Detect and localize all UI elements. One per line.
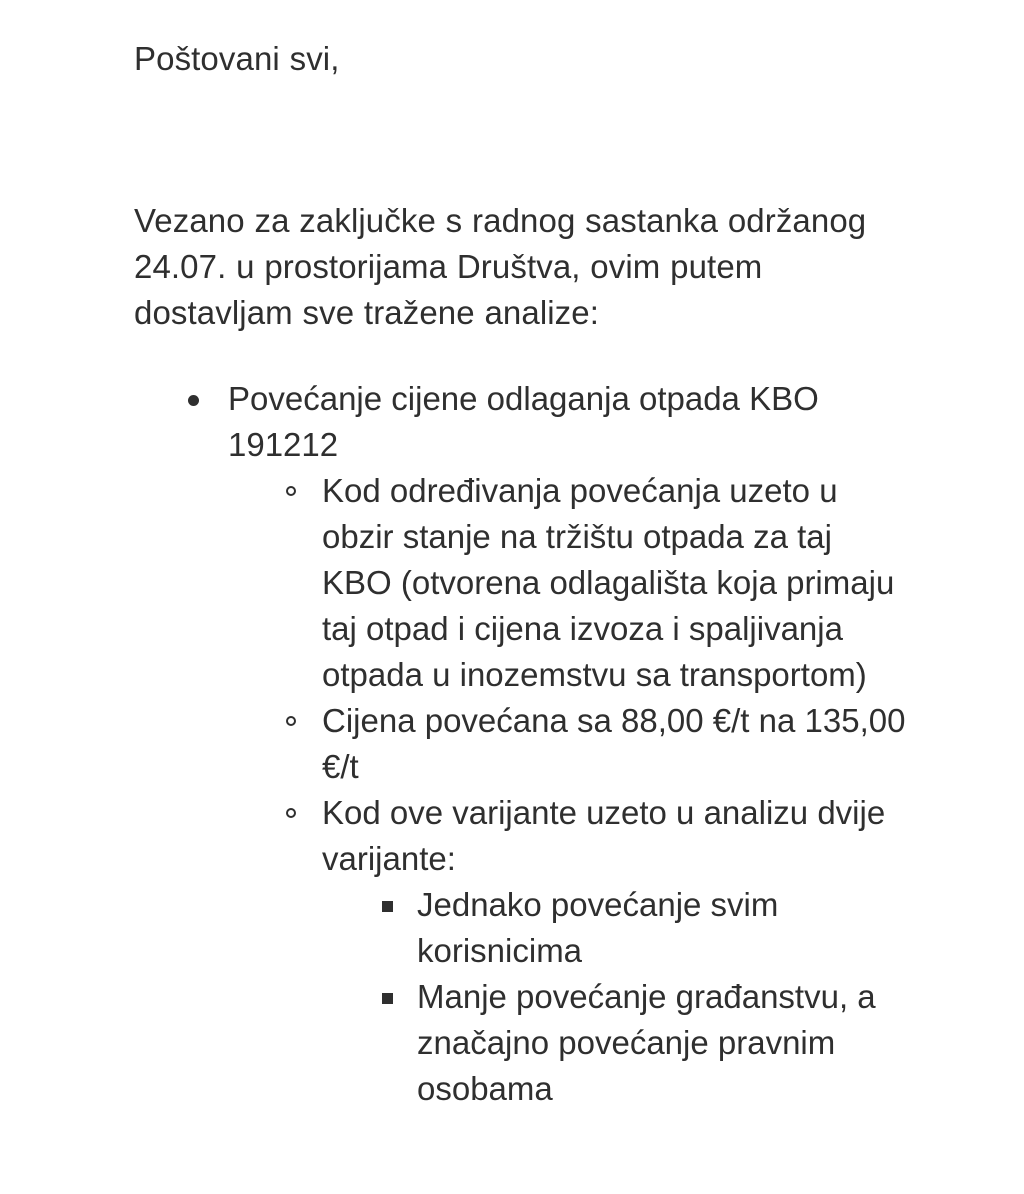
- list-item-label: Povećanje cijene odlaganja otpada KBO 191212: [228, 380, 819, 463]
- list-item-label: Kod ove varijante uzeto u analizu dvije varijante:: [322, 794, 886, 877]
- bullet-list-level-2: [228, 468, 924, 1112]
- square-bullet-icon: [382, 993, 393, 1004]
- circle-bullet-icon: [286, 486, 296, 496]
- list-item-label: Kod određivanja povećanja uzeto u obzir stanje na tržištu otpada za taj KBO (otvorena odlagališta koja primaju taj otpad i cijena izvoza i spaljivanja otpada u inozemstvu sa transportom): [322, 472, 895, 693]
- list-item: [228, 698, 924, 790]
- list-item: [228, 790, 924, 1112]
- list-item-label: Jednako povećanje svim korisnicima: [417, 886, 779, 969]
- bullet-list-level-1: [134, 336, 924, 1112]
- circle-bullet-icon: [286, 716, 296, 726]
- list-item: [134, 376, 924, 1112]
- list-item-label: Manje povećanje građanstvu, a značajno povećanje pravnim osobama: [417, 978, 876, 1107]
- greeting-paragraph: Poštovani svi,: [134, 40, 340, 77]
- square-bullet-icon: [382, 901, 393, 912]
- list-item: [322, 974, 924, 1112]
- list-item: [322, 882, 924, 974]
- document-body: [134, 0, 924, 1112]
- intro-paragraph: Vezano za zaključke s radnog sastanka održanog 24.07. u prostorijama Društva, ovim putem dostavljam sve tražene analize:: [134, 202, 867, 331]
- disc-bullet-icon: [188, 395, 199, 406]
- list-item: [228, 468, 924, 698]
- list-item-label: Cijena povećana sa 88,00 €/t na 135,00 €/t: [322, 702, 906, 785]
- circle-bullet-icon: [286, 808, 296, 818]
- paragraph-spacer: [134, 82, 924, 198]
- bullet-list-level-3: [322, 882, 924, 1112]
